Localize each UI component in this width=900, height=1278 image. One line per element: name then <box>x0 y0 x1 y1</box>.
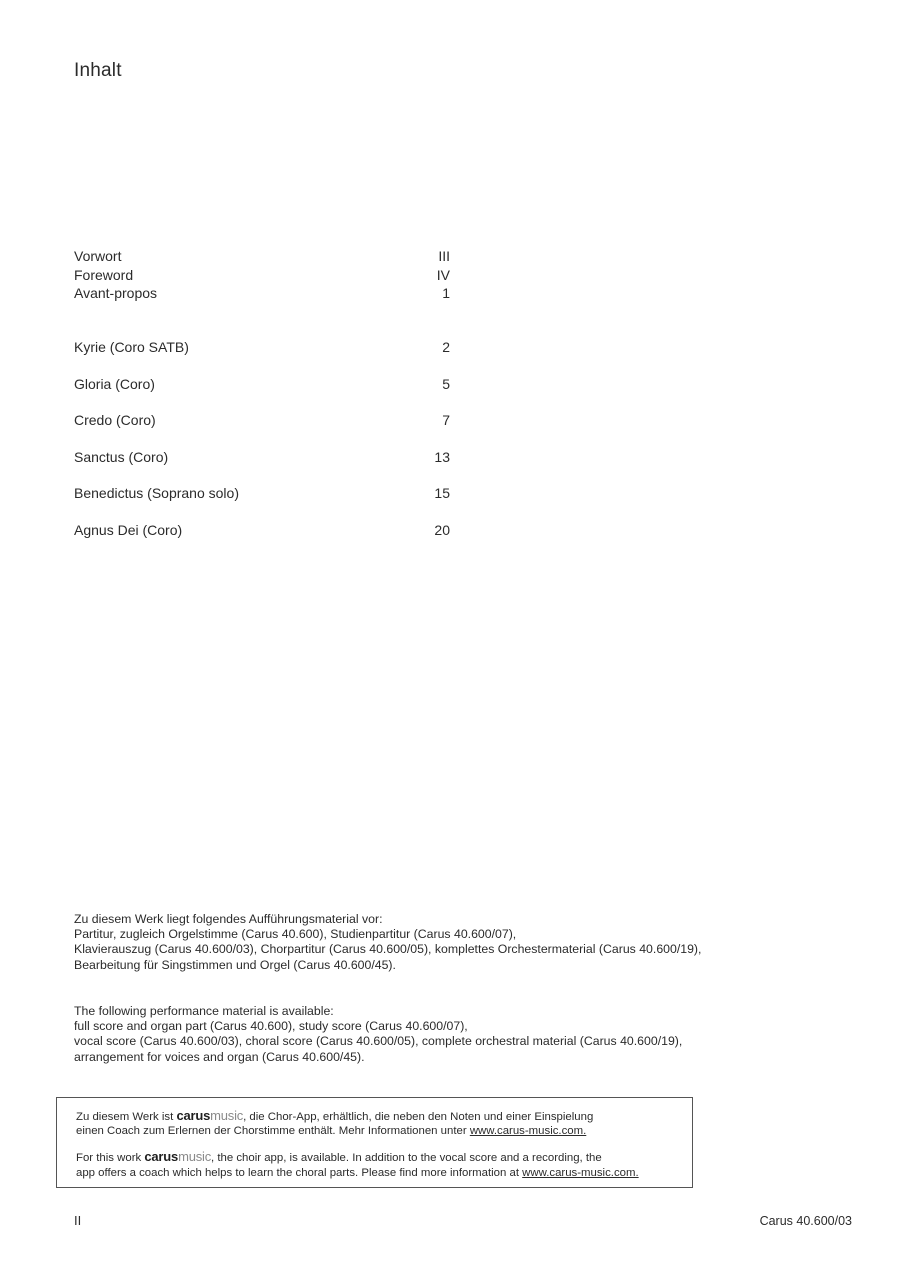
material-line: Partitur, zugleich Orgelstimme (Carus 40.600), Studienpartitur (Carus 40.600/07), <box>74 927 517 942</box>
toc-entry <box>74 521 450 558</box>
app-notice-english-line-1 <box>76 1150 692 1165</box>
app-notice-german-line-1 <box>76 1109 692 1124</box>
toc-entry <box>74 266 450 285</box>
toc-entry-title: Benedictus (Soprano solo) <box>74 485 239 501</box>
material-line: Bearbeitung für Singstimmen und Orgel (Carus 40.600/45). <box>74 957 396 972</box>
app-notice-text: app offers a coach which helps to learn the choral parts. Please find more information at <box>76 1166 523 1179</box>
toc-entry <box>74 448 450 485</box>
material-line: Zu diesem Werk liegt folgendes Aufführungsmaterial vor: <box>74 912 383 926</box>
app-notice-english-line-2 <box>76 1166 692 1180</box>
toc-entry-page: 2 <box>442 339 450 355</box>
toc-entry-title: Agnus Dei (Coro) <box>74 521 183 538</box>
toc-entry-title: Sanctus (Coro) <box>74 448 169 465</box>
toc-entry-title: Avant-propos <box>74 285 158 301</box>
toc-entry-page: 15 <box>434 485 450 501</box>
catalog-number: Carus 40.600/03 <box>759 1214 852 1228</box>
toc-entry <box>74 284 450 303</box>
logo-part-carus: carus <box>144 1149 179 1165</box>
performance-material-english <box>74 1004 794 1065</box>
material-line: Klavierauszug (Carus 40.600/03), Chorpartitur (Carus 40.600/05), komplettes Orchestermaterial (Carus 40.600/19), <box>74 942 702 957</box>
toc-entry <box>74 247 450 266</box>
toc-entry-page: 1 <box>442 285 450 301</box>
logo-part-carus: carus <box>176 1108 211 1123</box>
toc-entry-page: 5 <box>442 375 450 392</box>
app-notice-german-line-2 <box>76 1124 692 1138</box>
logo-part-music: music <box>210 1108 244 1123</box>
app-notice-text: Zu diesem Werk ist <box>76 1111 177 1123</box>
toc-entry <box>74 484 450 521</box>
toc-entry-title: Kyrie (Coro SATB) <box>74 339 189 355</box>
website-link[interactable]: www.carus-music.com. <box>469 1125 587 1138</box>
app-notice-text: , die Chor-App, erhältlich, die neben den Noten und einer Einspielung <box>243 1111 594 1123</box>
material-line: arrangement for voices and organ (Carus 40.600/45). <box>74 1049 365 1064</box>
carus-music-logo <box>144 1149 211 1164</box>
toc-entry-title: Vorwort <box>74 248 122 264</box>
app-notice-text: For this work <box>76 1152 145 1165</box>
toc-entry-page: IV <box>436 266 450 283</box>
toc-entry-title: Foreword <box>74 266 134 283</box>
toc-entry <box>74 338 450 375</box>
performance-material-german <box>74 912 794 973</box>
toc-entry-page: III <box>438 248 450 264</box>
material-line: full score and organ part (Carus 40.600), study score (Carus 40.600/07), <box>74 1019 468 1034</box>
logo-part-music: music <box>178 1149 212 1165</box>
material-line: The following performance material is available: <box>74 1004 334 1018</box>
toc-entry-title: Credo (Coro) <box>74 412 156 428</box>
toc-front-matter <box>74 247 450 303</box>
app-notice-text: einen Coach zum Erlernen der Chorstimme enthält. Mehr Informationen unter <box>76 1125 470 1138</box>
toc-entry <box>74 411 450 448</box>
app-notice-text: , the choir app, is available. In addition to the vocal score and a recording, the <box>211 1152 602 1165</box>
carus-music-logo <box>176 1108 243 1123</box>
website-link[interactable]: www.carus-music.com. <box>522 1166 639 1179</box>
toc-entry-title: Gloria (Coro) <box>74 375 155 392</box>
choir-app-notice <box>56 1097 693 1188</box>
toc-entry-page: 13 <box>434 448 450 465</box>
page-title: Inhalt <box>74 60 122 81</box>
material-line: vocal score (Carus 40.600/03), choral score (Carus 40.600/05), complete orchestral material (Carus 40.600/19), <box>74 1034 683 1049</box>
page-number: II <box>74 1213 82 1228</box>
toc-entry-page: 7 <box>442 412 450 428</box>
toc-entry <box>74 375 450 412</box>
toc-entry-page: 20 <box>434 521 450 538</box>
toc-movements <box>74 338 450 557</box>
